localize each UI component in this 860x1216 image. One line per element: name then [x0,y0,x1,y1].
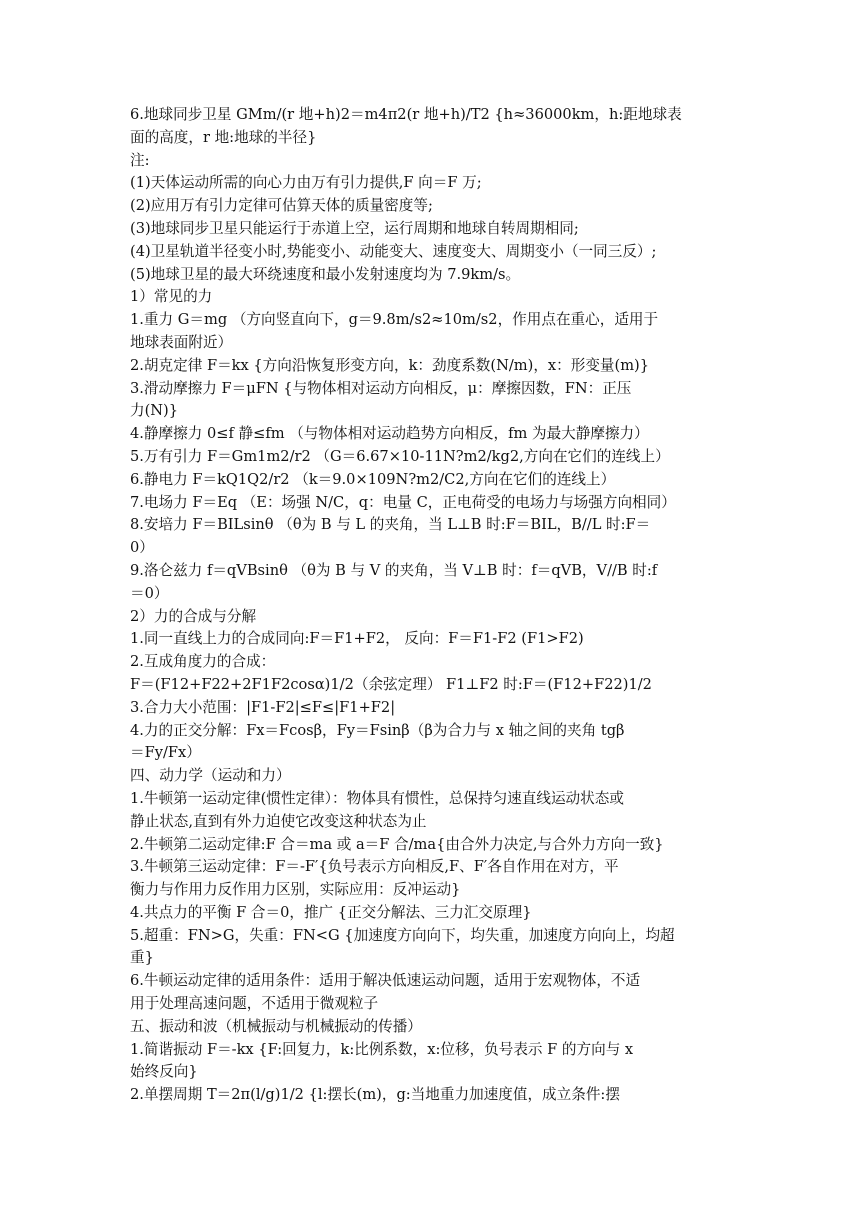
text-line: ＝0） [130,584,169,602]
text-line: 9.洛仑兹力 f＝qVBsinθ （θ为 B 与 V 的夹角，当 V⊥B 时：f＝qVB，V//B 时:f [130,561,658,579]
section-heading: 五、振动和波（机械振动与机械振动的传播） [130,1017,422,1035]
text-line: 4.共点力的平衡 F 合＝0，推广 {正交分解法、三力汇交原理} [130,903,532,921]
text-line: 始终反向} [130,1063,198,1081]
text-line: 1.同一直线上力的合成同向:F＝F1+F2， 反向：F＝F1-F2 (F1>F2) [130,630,584,648]
text-line: 1.重力 G＝mg （方向竖直向下，g＝9.8m/s2≈10m/s2，作用点在重心，适用于 [130,311,659,329]
text-line: 4.力的正交分解：Fx＝Fcosβ，Fy＝Fsinβ（β为合力与 x 轴之间的夹角 tgβ [130,721,625,739]
text-line: 用于处理高速问题，不适用于微观粒子 [130,995,379,1013]
text-line: 1.简谐振动 F＝-kx {F:回复力，k:比例系数，x:位移，负号表示 F 的方向与 x [130,1040,634,1058]
text-line: 地球表面附近） [130,333,233,351]
text-line: 静止状态,直到有外力迫使它改变这种状态为止 [130,812,427,830]
text-line: F＝(F12+F22+2F1F2cosα)1/2（余弦定理） F1⊥F2 时:F＝(F12+F22)1/2 [130,675,652,693]
text-line: 8.安培力 F＝BILsinθ （θ为 B 与 L 的夹角，当 L⊥B 时:F＝BIL，B//L 时:F＝ [130,516,651,534]
document-body [130,104,730,1107]
text-line: 2.胡克定律 F＝kx {方向沿恢复形变方向，k：劲度系数(N/m)，x：形变量(m)} [130,356,650,374]
section-heading: 2）力的合成与分解 [130,607,257,625]
text-line: 2.单摆周期 T＝2π(l/g)1/2 {l:摆长(m)，g:当地重力加速度值，成立条件:摆 [130,1086,620,1104]
text-line: 4.静摩擦力 0≤f 静≤fm （与物体相对运动趋势方向相反，fm 为最大静摩擦力） [130,425,649,443]
section-heading: 1）常见的力 [130,288,213,306]
text-line: 1.牛顿第一运动定律(惯性定律）：物体具有惯性，总保持匀速直线运动状态或 [130,789,624,807]
text-line: ＝Fy/Fx） [130,744,201,762]
text-line: 3.牛顿第三运动定律：F＝-F′{负号表示方向相反,F、F′各自作用在对方，平 [130,858,619,876]
text-line: 5.万有引力 F＝Gm1m2/r2 （G＝6.67×10-11N?m2/kg2,方向在它们的连线上） [130,447,670,465]
text-line: 5.超重：FN>G，失重：FN<G {加速度方向向下，均失重，加速度方向向上，均超 [130,926,675,944]
section-heading: 四、动力学（运动和力） [130,767,291,785]
text-line: 3.滑动摩擦力 F＝μFN {与物体相对运动方向相反，μ：摩擦因数，FN：正压 [130,379,632,397]
text-line: 6.静电力 F＝kQ1Q2/r2 （k＝9.0×109N?m2/C2,方向在它们的连线上） [130,470,616,488]
text-line: 注: [130,151,150,169]
text-line: 7.电场力 F＝Eq （E：场强 N/C，q：电量 C，正电荷受的电场力与场强方向相同） [130,493,676,511]
text-line: 2.牛顿第二运动定律:F 合＝ma 或 a＝F 合/ma{由合外力决定,与合外力方向一致} [130,835,664,853]
text-line: (5)地球卫星的最大环绕速度和最小发射速度均为 7.9km/s。 [130,265,521,283]
text-line: (4)卫星轨道半径变小时,势能变小、动能变大、速度变大、周期变小（一同三反）; [130,242,657,260]
text-line: (2)应用万有引力定律可估算天体的质量密度等; [130,197,433,215]
text-line: 6.地球同步卫星 GMm/(r 地+h)2＝m4π2(r 地+h)/T2 {h≈36000km，h:距地球表 [130,106,682,123]
text-line: 6.牛顿运动定律的适用条件：适用于解决低速运动问题，适用于宏观物体，不适 [130,972,641,990]
text-line: 3.合力大小范围：|F1-F2|≤F≤|F1+F2| [130,698,396,716]
text-line: 2.互成角度力的合成： [130,653,276,671]
text-line: 重} [130,949,154,967]
text-line: (3)地球同步卫星只能运行于赤道上空，运行周期和地球自转周期相同; [130,219,579,237]
text-line: 面的高度，r 地:地球的半径} [130,128,317,146]
text-line: 力(N)} [130,402,179,420]
text-line: 0） [130,539,154,557]
text-line: 衡力与作用力反作用力区别，实际应用：反冲运动} [130,881,461,899]
text-line: (1)天体运动所需的向心力由万有引力提供,F 向＝F 万; [130,174,482,192]
